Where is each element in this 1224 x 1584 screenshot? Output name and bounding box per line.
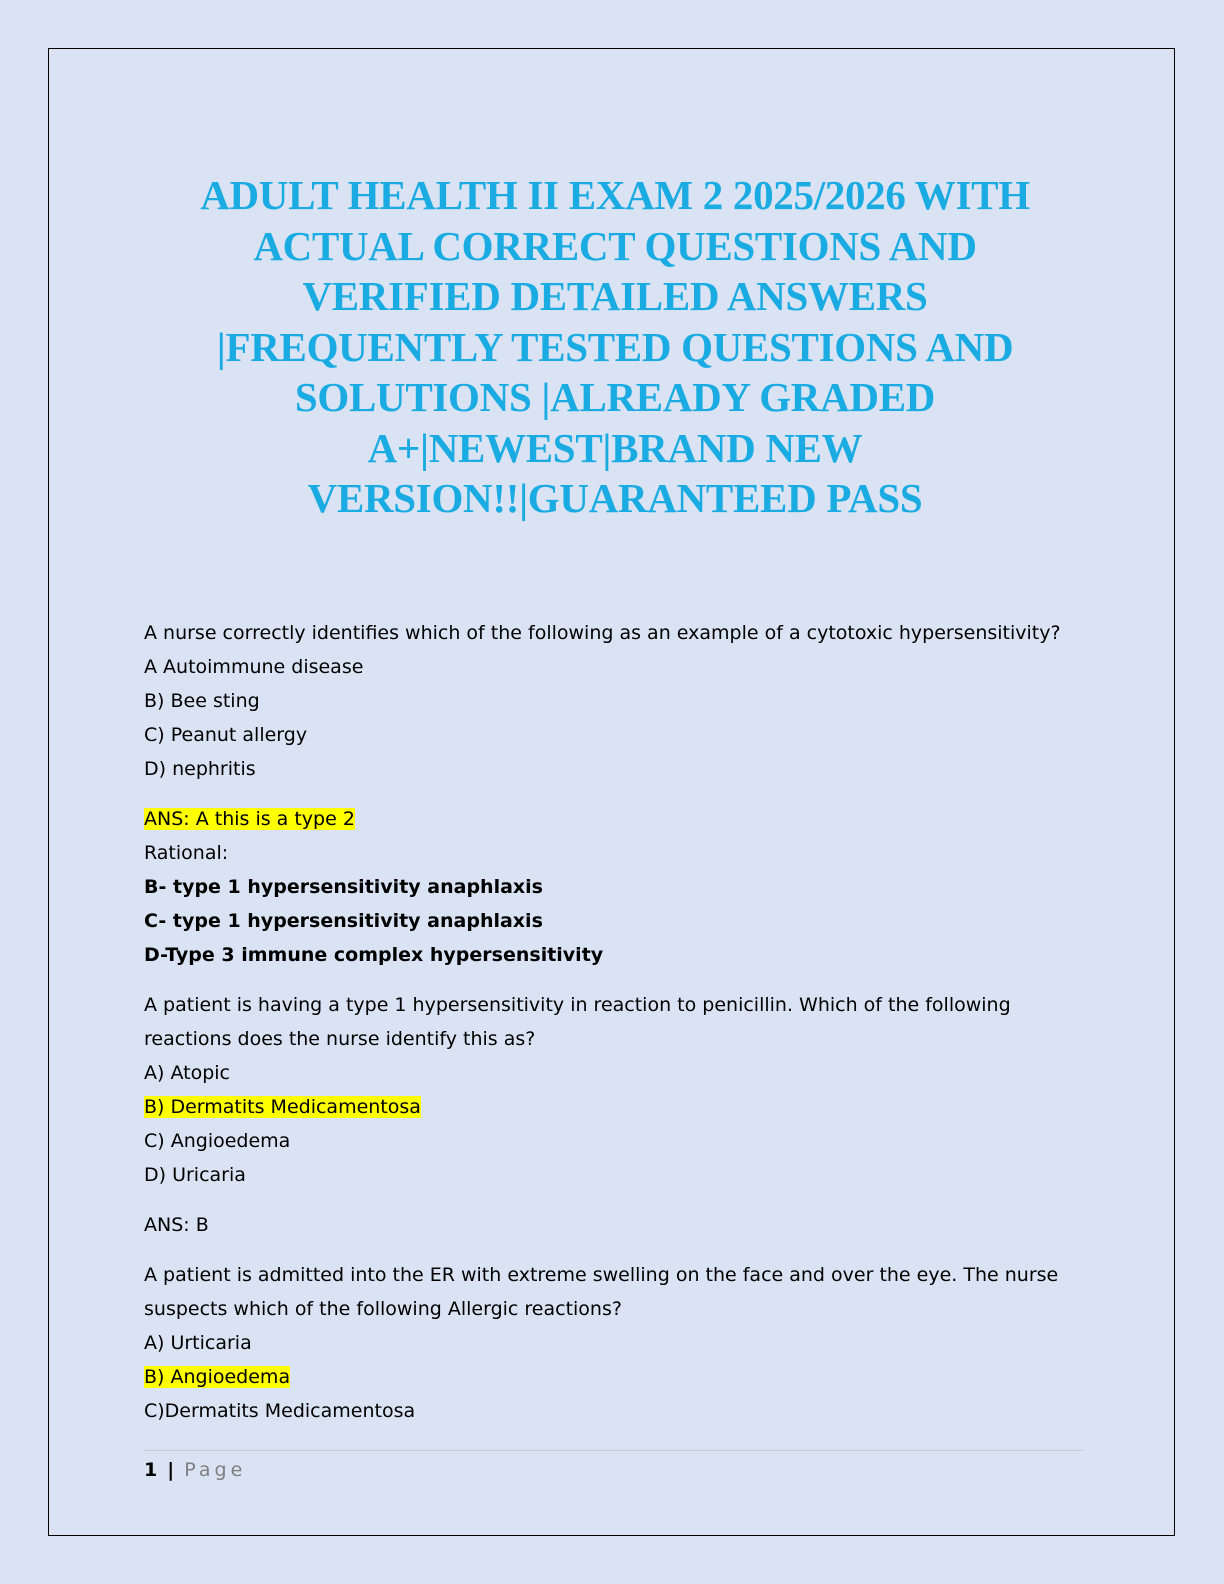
- rational-d: D-Type 3 immune complex hypersensitivity: [144, 944, 604, 966]
- page-footer: [144, 1455, 246, 1485]
- answer-highlight: ANS: A this is a type 2: [144, 808, 355, 830]
- title-line: A+|NEWEST|BRAND NEW: [367, 424, 863, 471]
- question-text: A patient is having a type 1 hypersensitivity in reaction to penicillin. Which of the following: [144, 994, 1011, 1016]
- option-d: D) nephritis: [144, 758, 256, 780]
- question-2: [144, 988, 1084, 1242]
- title-line: VERSION!!|GUARANTEED PASS: [307, 475, 923, 521]
- option-c: C) Peanut allergy: [144, 724, 308, 746]
- footer-separator: |: [167, 1459, 175, 1481]
- title-line: SOLUTIONS |ALREADY GRADED: [294, 374, 936, 420]
- option-c: C) Angioedema: [144, 1130, 291, 1152]
- question-1: [144, 616, 1084, 972]
- page-number: 1: [144, 1459, 158, 1481]
- question-text: reactions does the nurse identify this as?: [144, 1028, 536, 1050]
- rational-c: C- type 1 hypersensitivity anaphlaxis: [144, 910, 543, 932]
- title-line: ACTUAL CORRECT QUESTIONS AND: [253, 222, 977, 269]
- title-line: ADULT HEALTH II EXAM 2 2025/2026 WITH: [200, 172, 1030, 218]
- rational-b: B- type 1 hypersensitivity anaphlaxis: [144, 876, 543, 898]
- footer-divider: [144, 1450, 1084, 1451]
- document-title: [140, 170, 1090, 524]
- answer: ANS: B: [144, 1214, 209, 1236]
- option-b-highlight: B) Angioedema: [144, 1366, 291, 1388]
- question-text: A nurse correctly identifies which of the following as an example of a cytotoxic hypersensitivity?: [144, 622, 1061, 644]
- title-line: VERIFIED DETAILED ANSWERS: [302, 273, 928, 319]
- document-body: [144, 616, 1084, 1428]
- question-text: suspects which of the following Allergic reactions?: [144, 1298, 622, 1320]
- title-line: |FREQUENTLY TESTED QUESTIONS AND: [216, 323, 1014, 370]
- option-a: A) Atopic: [144, 1062, 230, 1084]
- option-d: D) Uricaria: [144, 1164, 246, 1186]
- option-b-highlight: B) Dermatits Medicamentosa: [144, 1096, 421, 1118]
- rational-label: Rational:: [144, 842, 229, 864]
- option-c: C)Dermatits Medicamentosa: [144, 1400, 416, 1422]
- question-3: [144, 1258, 1084, 1428]
- option-a: A Autoimmune disease: [144, 656, 364, 678]
- page-label: Page: [184, 1459, 247, 1481]
- option-a: A) Urticaria: [144, 1332, 252, 1354]
- question-text: A patient is admitted into the ER with extreme swelling on the face and over the eye. The nurse: [144, 1264, 1059, 1286]
- option-b: B) Bee sting: [144, 690, 260, 712]
